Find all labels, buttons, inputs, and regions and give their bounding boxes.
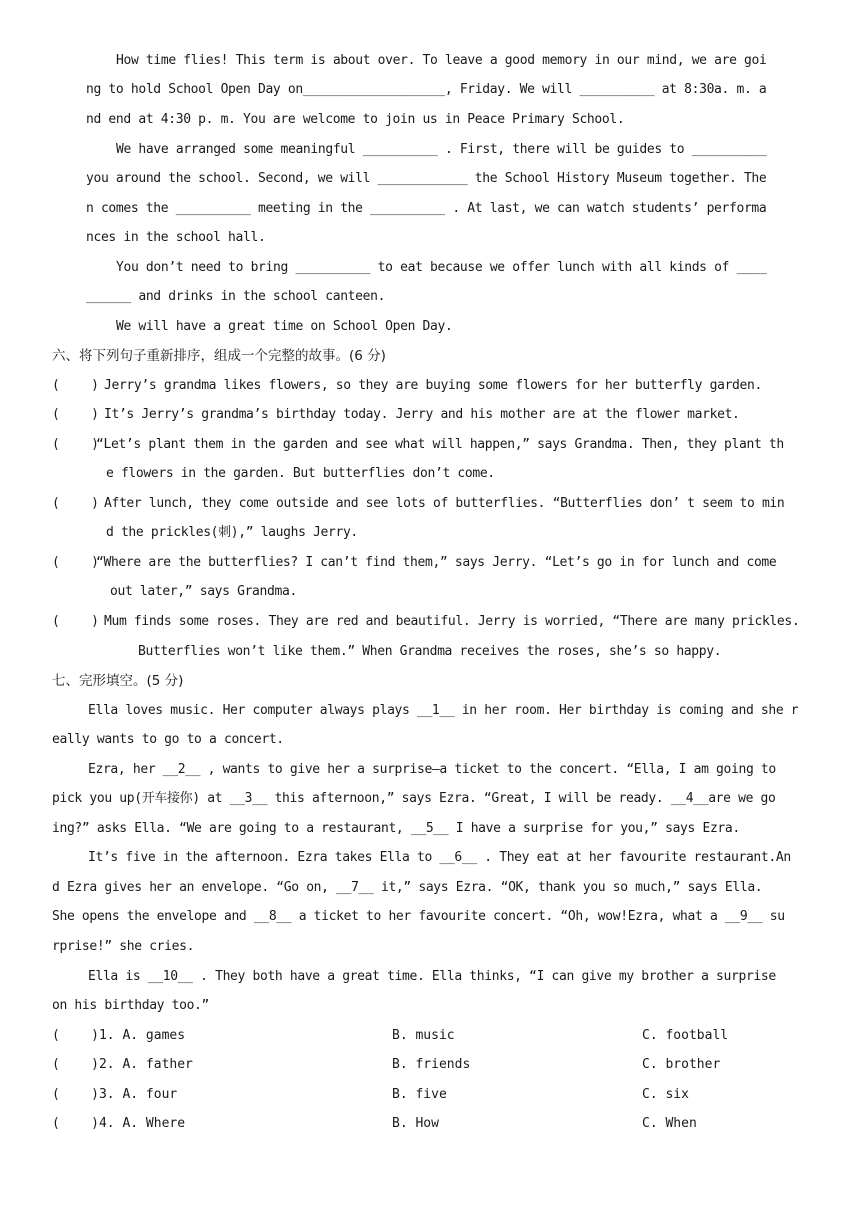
question-option-a[interactable]: ( )3. A. four bbox=[52, 1087, 178, 1102]
story-sentence: It’s Jerry’s grandma’s birthday today. Jerry and his mother are at the flower market. bbox=[104, 407, 740, 422]
section-6-heading: 六、将下列句子重新排序，组成一个完整的故事。(6 分) bbox=[52, 348, 386, 364]
question-option-c[interactable]: C. When bbox=[642, 1116, 697, 1131]
cloze-line: on his birthday too.” bbox=[52, 998, 210, 1013]
passage-line: you around the school. Second, we will ____________ the School History Museum together. The bbox=[86, 171, 767, 186]
question-option-c[interactable]: C. brother bbox=[642, 1057, 721, 1072]
question-option-a[interactable]: ( )2. A. father bbox=[52, 1057, 193, 1072]
cloze-line: Ella loves music. Her computer always plays __1__ in her room. Her birthday is coming and she r bbox=[88, 703, 799, 718]
story-sentence: e flowers in the garden. But butterflies don’t come. bbox=[106, 466, 495, 481]
question-option-a[interactable]: ( )4. A. Where bbox=[52, 1116, 186, 1131]
cloze-line: rprise!” she cries. bbox=[52, 939, 195, 954]
passage-line: ng to hold School Open Day on___________________, Friday. We will __________ at 8:30a. m. a bbox=[86, 82, 767, 97]
passage-line: n comes the __________ meeting in the __________ . At last, we can watch students’ performa bbox=[86, 201, 767, 216]
passage-line: You don’t need to bring __________ to eat because we offer lunch with all kinds of ____ bbox=[116, 260, 767, 275]
story-sentence: After lunch, they come outside and see lots of butterflies. “Butterflies don’ t seem to min bbox=[104, 496, 785, 511]
story-sentence: d the prickles(刺),” laughs Jerry. bbox=[106, 525, 358, 540]
answer-blank[interactable]: ( ) bbox=[52, 378, 99, 393]
cloze-line: It’s five in the afternoon. Ezra takes Ella to __6__ . They eat at her favourite restaurant.An bbox=[88, 850, 791, 865]
question-option-a[interactable]: ( )1. A. games bbox=[52, 1028, 186, 1043]
answer-blank[interactable]: ( ) bbox=[52, 437, 99, 452]
section-7-heading: 七、完形填空。(5 分) bbox=[52, 673, 184, 689]
passage-line: nd end at 4:30 p. m. You are welcome to join us in Peace Primary School. bbox=[86, 112, 625, 127]
passage-line: We have arranged some meaningful __________ . First, there will be guides to __________ bbox=[116, 142, 767, 157]
story-sentence: Mum finds some roses. They are red and beautiful. Jerry is worried, “There are many prickles. bbox=[104, 614, 800, 629]
story-sentence: “Where are the butterflies? I can’t find them,” says Jerry. “Let’s go in for lunch and come bbox=[96, 555, 777, 570]
question-option-b[interactable]: B. friends bbox=[392, 1057, 471, 1072]
passage-line: We will have a great time on School Open Day. bbox=[116, 319, 453, 334]
story-sentence: Butterflies won’t like them.” When Grandma receives the roses, she’s so happy. bbox=[138, 644, 722, 659]
passage-line: nces in the school hall. bbox=[86, 230, 266, 245]
question-option-c[interactable]: C. six bbox=[642, 1087, 689, 1102]
question-option-b[interactable]: B. How bbox=[392, 1116, 439, 1131]
cloze-line: d Ezra gives her an envelope. “Go on, __7__ it,” says Ezra. “OK, thank you so much,” says Ella. bbox=[52, 880, 763, 895]
cloze-line: Ella is __10__ . They both have a great time. Ella thinks, “I can give my brother a surprise bbox=[88, 969, 776, 984]
cloze-line: ing?” asks Ella. “We are going to a restaurant, __5__ I have a surprise for you,” says Ezra. bbox=[52, 821, 740, 836]
cloze-line: Ezra, her __2__ , wants to give her a surprise—a ticket to the concert. “Ella, I am going to bbox=[88, 762, 776, 777]
answer-blank[interactable]: ( ) bbox=[52, 407, 99, 422]
passage-line: How time flies! This term is about over. To leave a good memory in our mind, we are goi bbox=[116, 53, 767, 68]
passage-line: ______ and drinks in the school canteen. bbox=[86, 289, 386, 304]
story-sentence: Jerry’s grandma likes flowers, so they are buying some flowers for her butterfly garden. bbox=[104, 378, 762, 393]
cloze-line: eally wants to go to a concert. bbox=[52, 732, 284, 747]
answer-blank[interactable]: ( ) bbox=[52, 496, 99, 511]
story-sentence: “Let’s plant them in the garden and see what will happen,” says Grandma. Then, they plant th bbox=[96, 437, 784, 452]
question-option-b[interactable]: B. music bbox=[392, 1028, 455, 1043]
answer-blank[interactable]: ( ) bbox=[52, 614, 99, 629]
story-sentence: out later,” says Grandma. bbox=[110, 584, 297, 599]
question-option-c[interactable]: C. football bbox=[642, 1028, 729, 1043]
cloze-line: pick you up(开车接你) at __3__ this afternoon,” says Ezra. “Great, I will be ready. __4__are we go bbox=[52, 791, 776, 806]
answer-blank[interactable]: ( ) bbox=[52, 555, 99, 570]
question-option-b[interactable]: B. five bbox=[392, 1087, 447, 1102]
cloze-line: She opens the envelope and __8__ a ticket to her favourite concert. “Oh, wow!Ezra, what a __9__ su bbox=[52, 909, 785, 924]
